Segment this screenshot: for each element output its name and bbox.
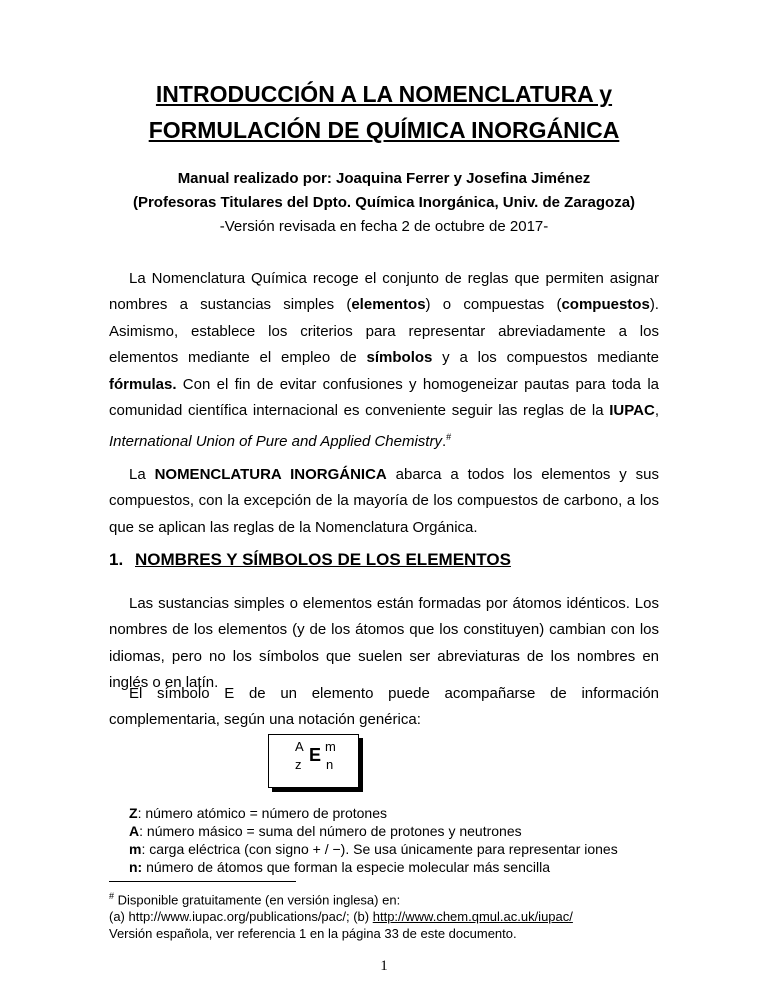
definition-n: n: número de átomos que forman la especie molecular más sencilla bbox=[129, 859, 550, 875]
footnote: # Disponible gratuitamente (en versión inglesa) en: (a) http://www.iupac.org/publications/pac/; (b) http://www.chem.qmul.ac.uk/iupac/ Versión española, ver referencia 1 en la página 33 de este documento. bbox=[109, 891, 573, 942]
term-compuestos: compuestos bbox=[561, 296, 650, 314]
inorganic-paragraph: La NOMENCLATURA INORGÁNICA abarca a todos los elementos y sus compuestos, con la excepción de la mayoría de los compuestos de carbono, a los que se aplican las reglas de la Nomenclatura Orgánica. bbox=[109, 466, 660, 536]
affiliation-line: (Profesoras Titulares del Dpto. Química Inorgánica, Univ. de Zaragoza) bbox=[132, 194, 636, 211]
term-simbolos: símbolos bbox=[366, 349, 433, 367]
notation-atomic-number: z bbox=[295, 757, 302, 772]
body-paragraph-2: El símbolo E de un elemento puede acompañarse de información complementaria, según una notación genérica: bbox=[109, 685, 659, 729]
footnote-link[interactable]: http://www.chem.qmul.ac.uk/iupac/ bbox=[372, 909, 573, 925]
version-line: -Versión revisada en fecha 2 de octubre de 2017- bbox=[219, 218, 549, 235]
term-nomenclatura-inorganica: NOMENCLATURA INORGÁNICA bbox=[154, 466, 387, 483]
footnote-marker: # bbox=[446, 432, 452, 443]
notation-symbol: E bbox=[309, 745, 322, 765]
definition-a: A: número másico = suma del número de protones y neutrones bbox=[129, 823, 522, 839]
authors-line: Manual realizado por: Joaquina Ferrer y Josefina Jiménez bbox=[177, 170, 591, 187]
title-line-1: INTRODUCCIÓN A LA NOMENCLATURA y bbox=[155, 81, 613, 107]
notation-atom-count: n bbox=[326, 757, 334, 772]
definition-m: m: carga eléctrica (con signo + / −). Se usa únicamente para representar iones bbox=[129, 841, 618, 857]
element-notation-box bbox=[268, 734, 359, 788]
term-elementos: elementos bbox=[351, 296, 426, 314]
section-number: 1. bbox=[109, 550, 124, 569]
title-line-2: FORMULACIÓN DE QUÍMICA INORGÁNICA bbox=[148, 117, 620, 143]
body-paragraph-1: Las sustancias simples o elementos están formadas por átomos idénticos. Los nombres de los elementos (y de los átomos que los constituyen) cambian con los idiomas, pero no los símbolos que suelen ser abreviaturas de los nombres en inglés o en latín. bbox=[109, 595, 659, 692]
notation-definitions bbox=[129, 804, 618, 876]
footnote-divider bbox=[109, 881, 296, 882]
section-title: NOMBRES Y SÍMBOLOS DE LOS ELEMENTOS bbox=[135, 550, 511, 569]
term-formulas: fórmulas. bbox=[109, 375, 177, 393]
definition-z: Z: número atómico = número de protones bbox=[129, 805, 387, 821]
notation-charge: m bbox=[325, 739, 336, 754]
page-number: 1 bbox=[380, 958, 388, 974]
intro-paragraph: La Nomenclatura Química recoge el conjunto de reglas que permiten asignar nombres a sustancias simples (elementos) o compuestas (compuestos). Asimismo, establece los criterios para representar abreviadamente a los elementos mediante el empleo de símbolos y a los compuestos mediante fórmulas. Con el fin de evitar confusiones y homogeneizar pautas para toda la comunidad científica internacional es conveniente seguir las reglas de la IUPAC, International Union of Pure and Applied Chemistry.# bbox=[109, 270, 660, 451]
notation-mass-number: A bbox=[295, 739, 304, 754]
section-heading bbox=[109, 550, 511, 570]
iupac-full-name: International Union of Pure and Applied Chemistry bbox=[109, 433, 442, 451]
term-iupac: IUPAC bbox=[609, 402, 655, 420]
